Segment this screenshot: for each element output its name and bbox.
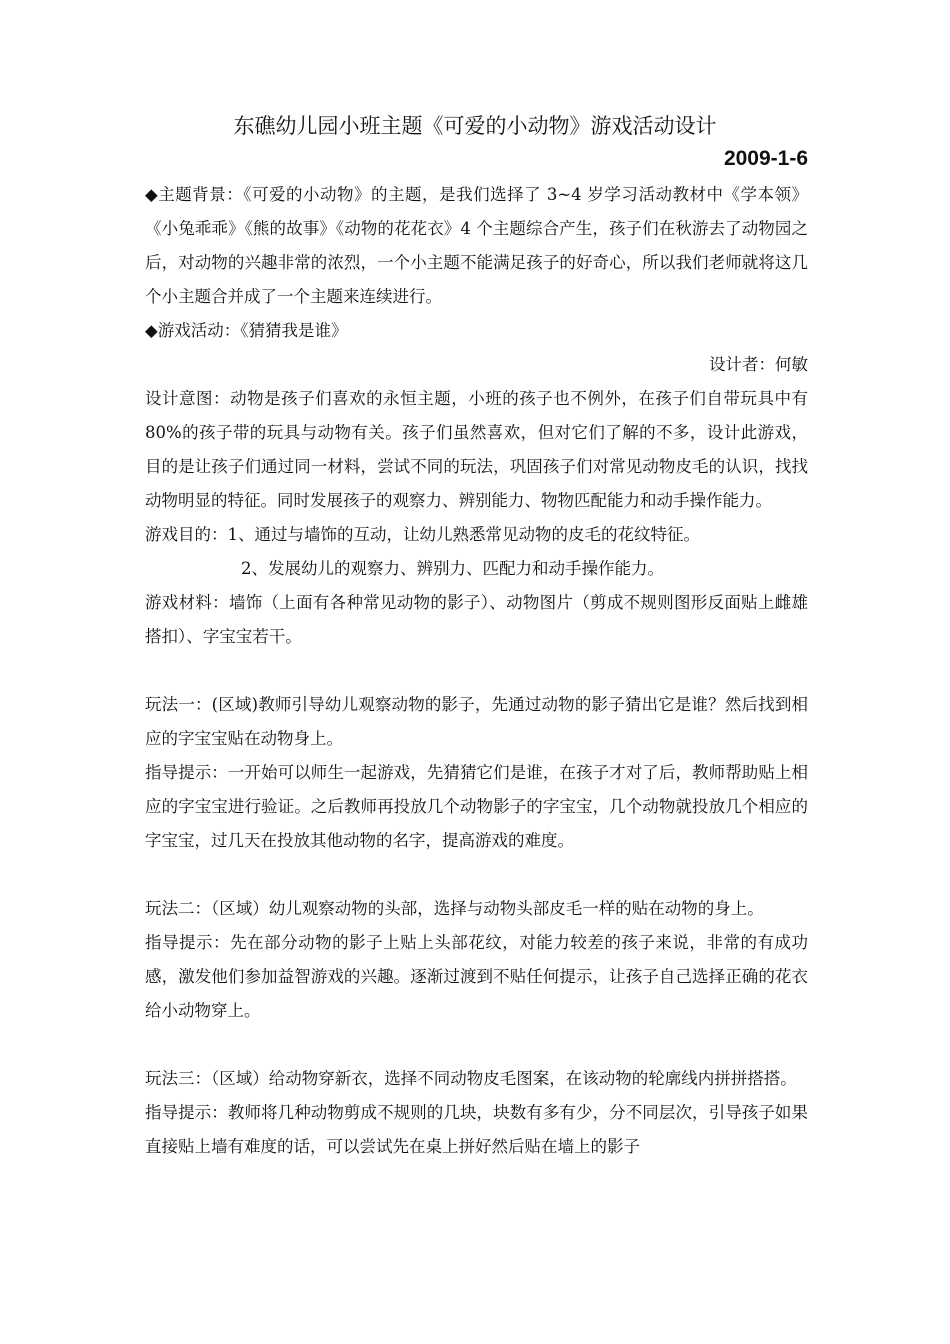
theme-background-paragraph: ◆主题背景：《可爱的小动物》的主题，是我们选择了 3~4 岁学习活动教材中《学本领》《小兔乖乖》《熊的故事》《动物的花花衣》4 个主题综合产生，孩子们在秋游去了动物园之后，对动物的兴趣非常的浓烈，一个小主题不能满足孩子的好奇心，所以我们老师就将这几个小主题合并成了一个主题来连续进行。 bbox=[145, 185, 808, 306]
paragraph-gap bbox=[145, 858, 808, 892]
guidance-tip-3: 指导提示：教师将几种动物剪成不规则的几块，块数有多有少，分不同层次，引导孩子如果直接贴上墙有难度的话，可以尝试先在桌上拼好然后贴在墙上的影子 bbox=[145, 1103, 808, 1156]
play-method-2: 玩法二：（区域）幼儿观察动物的头部，选择与动物头部皮毛一样的贴在动物的身上。 bbox=[145, 899, 764, 918]
document-date: 2009-1-6 bbox=[723, 147, 808, 170]
designer-line: 设计者：何敏 bbox=[709, 355, 808, 374]
guidance-tip-2: 指导提示：先在部分动物的影子上贴上头部花纹，对能力较差的孩子来说，非常的有成功感，激发他们参加益智游戏的兴趣。逐渐过渡到不贴任何提示，让孩子自己选择正确的花衣给小动物穿上。 bbox=[145, 933, 808, 1020]
paragraph-gap bbox=[145, 654, 808, 688]
game-materials-paragraph: 游戏材料：墙饰（上面有各种常见动物的影子）、动物图片（剪成不规则图形反面贴上雌雄搭扣）、字宝宝若干。 bbox=[145, 593, 808, 646]
play-method-3: 玩法三：（区域）给动物穿新衣，选择不同动物皮毛图案，在该动物的轮廓线内拼拼搭搭。 bbox=[145, 1069, 797, 1088]
game-goal-1: 游戏目的：1、通过与墙饰的互动，让幼儿熟悉常见动物的皮毛的花纹特征。 bbox=[145, 525, 700, 544]
game-activity-line: ◆游戏活动：《猜猜我是谁》 bbox=[145, 321, 348, 340]
play-method-1: 玩法一：(区域)教师引导幼儿观察动物的影子，先通过动物的影子猜出它是谁？然后找到相应的字宝宝贴在动物身上。 bbox=[145, 695, 808, 748]
game-goal-2: 2、发展幼儿的观察力、辨别力、匹配力和动手操作能力。 bbox=[241, 559, 664, 578]
document-body bbox=[145, 178, 808, 1164]
document-title: 东礁幼儿园小班主题《可爱的小动物》游戏活动设计 bbox=[233, 114, 717, 138]
design-intent-paragraph: 设计意图：动物是孩子们喜欢的永恒主题，小班的孩子也不例外，在孩子们自带玩具中有 80%的孩子带的玩具与动物有关。孩子们虽然喜欢，但对它们了解的不多，设计此游戏，目的是让孩子们通过同一材料，尝试不同的玩法，巩固孩子们对常见动物皮毛的认识，找找动物明显的特征。同时发展孩子的观察力、辨别能力、物物匹配能力和动手操作能力。 bbox=[145, 389, 808, 510]
paragraph-gap bbox=[145, 1028, 808, 1062]
guidance-tip-1: 指导提示：一开始可以师生一起游戏，先猜猜它们是谁，在孩子才对了后，教师帮助贴上相应的字宝宝进行验证。之后教师再投放几个动物影子的字宝宝，几个动物就投放几个相应的字宝宝，过几天在投放其他动物的名字，提高游戏的难度。 bbox=[145, 763, 808, 850]
